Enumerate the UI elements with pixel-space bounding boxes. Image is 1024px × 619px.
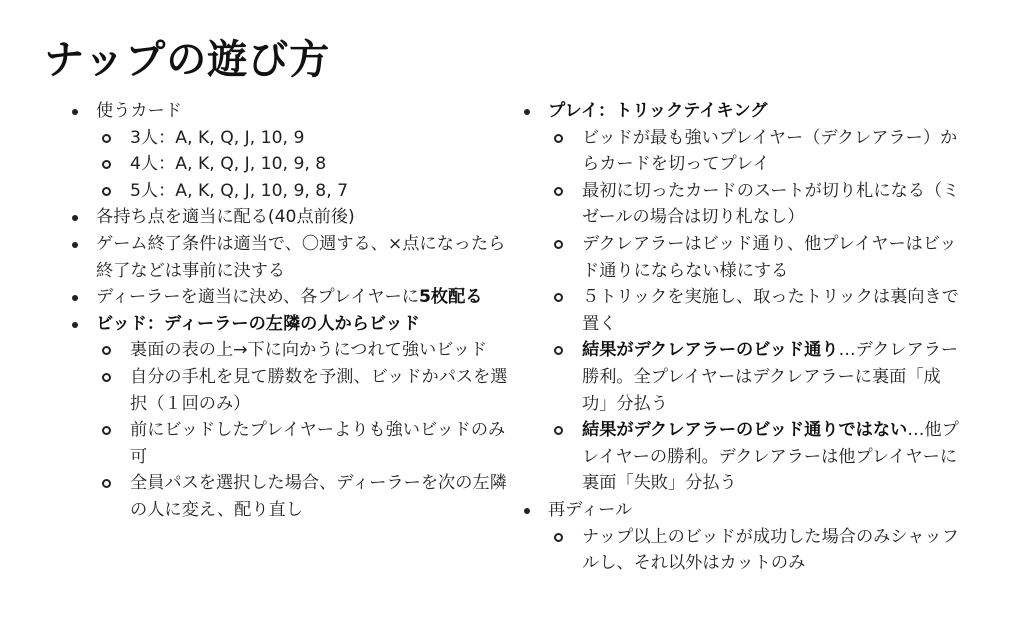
deal-text: ディーラーを適当に決め、各プレイヤーに [96, 287, 419, 308]
success-bold-text: 結果がデクレアラーのビッド通り [582, 340, 839, 361]
list-item: 4人：A, K, Q, J, 10, 9, 8 [96, 151, 510, 178]
list-item: 前にビッドしたプレイヤーよりも強いビッドのみ可 [96, 417, 510, 470]
list-item [70, 284, 510, 311]
success-text: …デクレアラー勝利。全プレイヤーはデクレアラーに裏面「成功」分払う [582, 340, 959, 414]
right-bullet-list [522, 98, 962, 577]
list-item: 全員パスを選択した場合、ディーラーを次の左隣の人に変え、配り直し [96, 470, 510, 523]
list-item [548, 337, 962, 417]
list-item: ゲーム終了条件は適当で、〇週する、×点になったら終了などは事前に決する [70, 231, 510, 284]
list-item: 裏面の表の上→下に向かうにつれて強いビッド [96, 337, 510, 364]
play-sublist [548, 125, 962, 497]
right-column [522, 98, 962, 577]
list-item [522, 98, 962, 497]
list-item [548, 417, 962, 497]
list-item [70, 98, 510, 204]
list-item: ５トリックを実施し、取ったトリックは裏向きで置く [548, 284, 962, 337]
list-item: 5人：A, K, Q, J, 10, 9, 8, 7 [96, 178, 510, 205]
list-item [70, 311, 510, 524]
list-item: ビッドが最も強いプレイヤー（デクレアラー）からカードを切ってプレイ [548, 125, 962, 178]
cards-sublist [96, 125, 510, 205]
deal-bold-text: 5枚配る [418, 287, 483, 308]
list-item [522, 497, 962, 577]
fail-text: …他プレイヤーの勝利。デクレアラーは他プレイヤーに裏面「失敗」分払う [582, 420, 959, 494]
left-column [70, 98, 510, 524]
slide-title: ナップの遊び方 [44, 37, 331, 83]
list-item: 各持ち点を適当に配る(40点前後) [70, 204, 510, 231]
list-item: 最初に切ったカードのスートが切り札になる（ミゼールの場合は切り札なし） [548, 178, 962, 231]
cards-label: 使うカード [96, 101, 182, 121]
bid-sublist [96, 337, 510, 523]
list-item: 3人：A, K, Q, J, 10, 9 [96, 125, 510, 152]
left-bullet-list [70, 98, 510, 524]
play-heading: プレイ：トリックテイキング [548, 101, 768, 121]
list-item: ナップ以上のビッドが成功した場合のみシャッフルし、それ以外はカットのみ [548, 524, 962, 577]
fail-bold-text: 結果がデクレアラーのビッド通りではない [582, 420, 908, 441]
redeal-label: 再ディール [548, 499, 633, 520]
bid-heading: ビッド：ディーラーの左隣の人からビッド [96, 313, 420, 334]
redeal-sublist [548, 524, 962, 577]
list-item: 自分の手札を見て勝数を予測、ビッドかパスを選択（１回のみ） [96, 364, 510, 417]
list-item: デクレアラーはビッド通り、他プレイヤーはビッド通りにならない様にする [548, 231, 962, 284]
